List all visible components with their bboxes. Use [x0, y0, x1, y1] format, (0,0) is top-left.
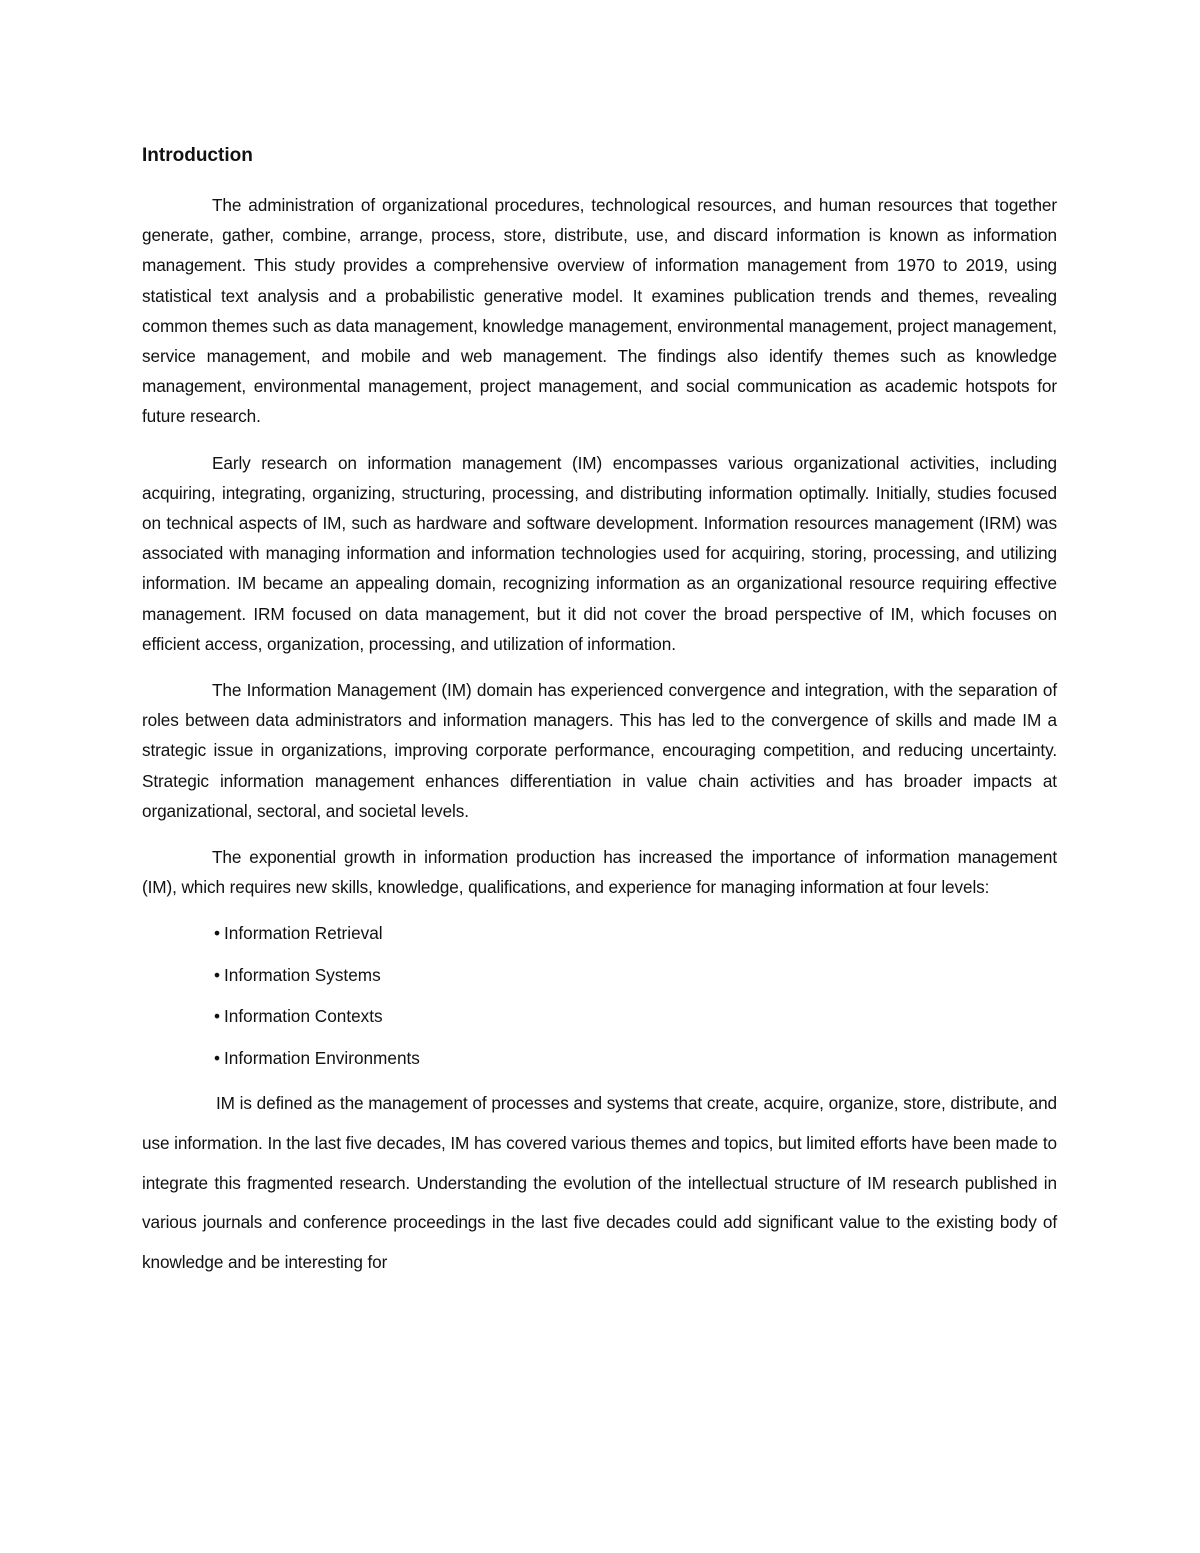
bullet-list	[142, 918, 1057, 1073]
list-item	[214, 1001, 1057, 1031]
list-item	[214, 918, 1057, 948]
section-heading: Introduction	[142, 145, 253, 166]
document-body	[142, 142, 1057, 1282]
paragraph-1: The administration of organizational procedures, technological resources, and human resources that together generate, gather, combine, arrange, process, store, distribute, use, and discard information is known as information management. This study provides a comprehensive overview of information management from 1970 to 2019, using statistical text analysis and a probabilistic generative model. It examines publication trends and themes, revealing common themes such as data management, knowledge management, environmental management, project management, service management, and mobile and web management. The findings also identify themes such as knowledge management, environmental management, project management, and social communication as academic hotspots for future research.	[142, 195, 1057, 427]
bullet-icon: •	[214, 1047, 221, 1068]
paragraph-5: IM is defined as the management of processes and systems that create, acquire, organize, store, distribute, and use information. In the last five decades, IM has covered various themes and topics, but limited efforts have been made to integrate this fragmented research. Understanding the evolution of the intellectual structure of IM research published in various journals and conference proceedings in the last five decades could add significant value to the existing body of knowledge and be interesting for	[142, 1093, 1057, 1272]
bullet-icon: •	[214, 964, 221, 985]
list-item-text: Information Retrieval	[224, 923, 383, 944]
paragraph-3: The Information Management (IM) domain has experienced convergence and integration, with the separation of roles between data administrators and information managers. This has led to the convergence of skills and made IM a strategic issue in organizations, improving corporate performance, encouraging competition, and reducing uncertainty. Strategic information management enhances differentiation in value chain activities and has broader impacts at organizational, sectoral, and societal levels.	[142, 680, 1057, 821]
bullet-icon: •	[214, 1006, 221, 1027]
list-item	[214, 960, 1057, 990]
list-item-text: Information Environments	[224, 1047, 420, 1068]
paragraph-4: The exponential growth in information production has increased the importance of information management (IM), which requires new skills, knowledge, qualifications, and experience for managing information at four levels:	[142, 847, 1057, 898]
list-item-text: Information Contexts	[224, 1006, 383, 1027]
paragraph-2: Early research on information management (IM) encompasses various organizational activities, including acquiring, integrating, organizing, structuring, processing, and distributing information optimally. Initially, studies focused on technical aspects of IM, such as hardware and software development. Information resources management (IRM) was associated with managing information and information technologies used for acquiring, storing, processing, and utilizing information. IM became an appealing domain, recognizing information as an organizational resource requiring effective management. IRM focused on data management, but it did not cover the broad perspective of IM, which focuses on efficient access, organization, processing, and utilization of information.	[142, 452, 1057, 654]
bullet-icon: •	[214, 923, 221, 944]
list-item-text: Information Systems	[224, 964, 381, 985]
list-item	[214, 1043, 1057, 1073]
